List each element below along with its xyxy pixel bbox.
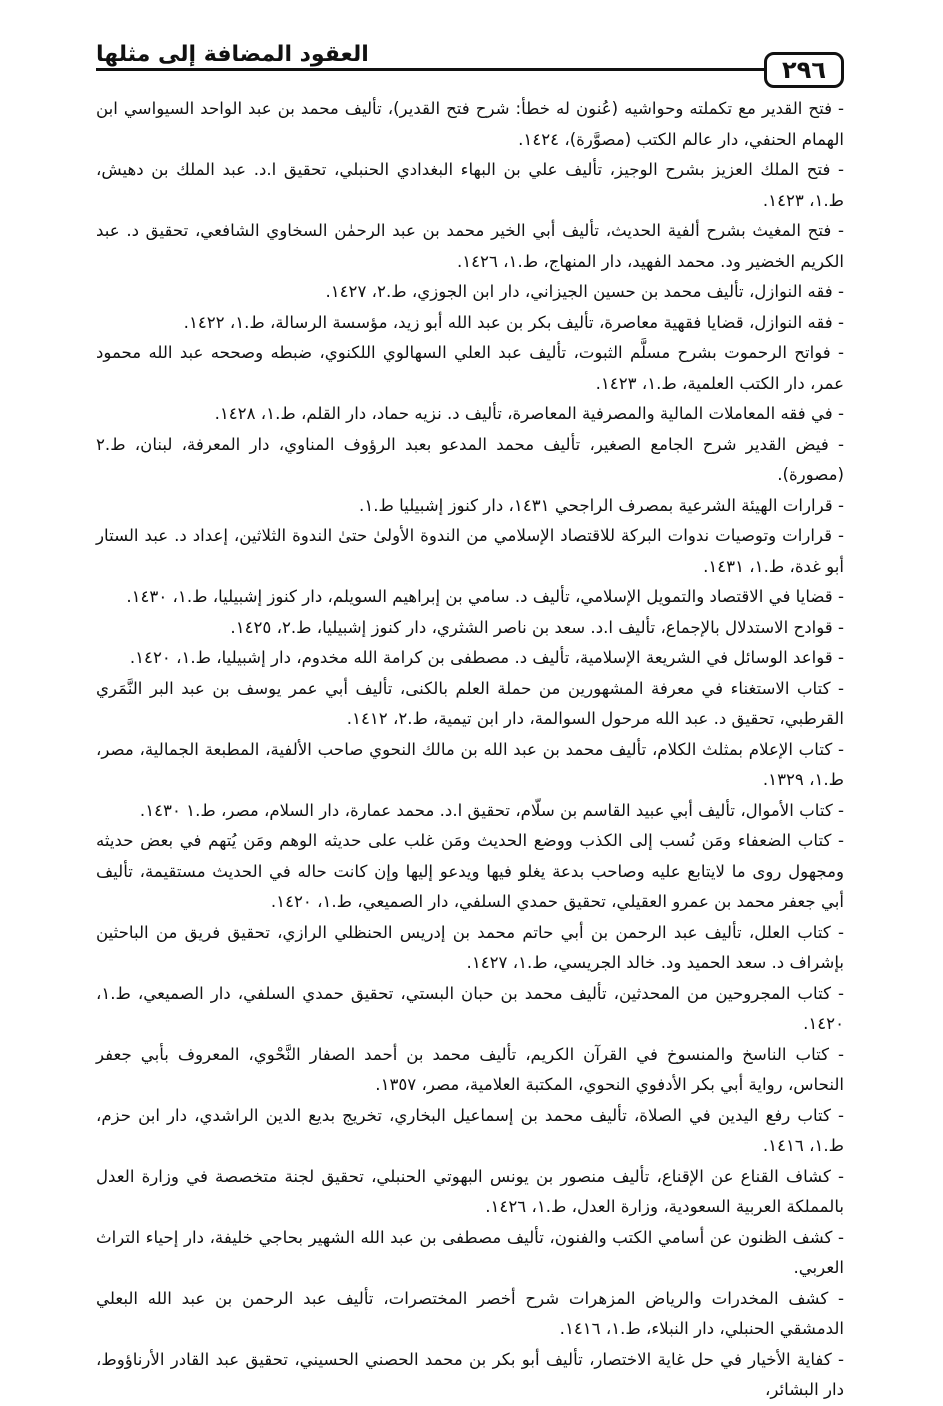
bibliography-entry: - كتاب الضعفاء ومَن نُسب إلى الكذب ووضع الحديث ومَن غلب على حديثه الوهم ومَن يُتهم في بعض حديثه ومجهول روى ما لايتابع عليه وصاحب بدعة يغلو فيها ويدعو إليها وإن كانت حاله في الحديث مستقيمة، تأليف أبي جعفر محمد بن عمرو العقيلي، تحقيق حمدي السلفي، دار الصميعي، ط.١، ١٤٢٠.: [96, 831, 844, 911]
bibliography-entry: - قواعد الوسائل في الشريعة الإسلامية، تأليف د. مصطفى بن كرامة الله مخدوم، دار إشبيليا، ط.١، ١٤٢٠.: [129, 648, 844, 667]
bibliography-entry: - كتاب الأموال، تأليف أبي عبيد القاسم بن سلّام، تحقيق ا.د. محمد عمارة، دار السلام، مصر، ط.١ ١٤٣٠.: [139, 800, 844, 820]
bibliography-entry: - قرارات الهيئة الشرعية بمصرف الراجحي ١٤٣١، دار كنوز إشبيليا ط.١.: [359, 495, 844, 515]
header-rule: [96, 68, 844, 71]
bibliography-entry: - فيض القدير شرح الجامع الصغير، تأليف محمد المدعو بعبد الرؤوف المناوي، دار المعرفة، لبنان، ط.٢ (مصورة).: [96, 434, 844, 484]
bibliography-entry: - فتح القدير مع تكملته وحواشيه (عُنون له خطأ: شرح فتح القدير)، تأليف محمد بن عبد الواحد السيواسي ابن الهمام الحنفي، دار عالم الكتب (مصوَّرة)، ١٤٢٤.: [96, 99, 844, 149]
bibliography-entry: - كشف الظنون عن أسامي الكتب والفنون، تأليف مصطفى بن عبد الله الشهير بحاجي خليفة، دار إحياء التراث العربي.: [96, 1227, 844, 1277]
bibliography-entry: - قوادح الاستدلال بالإجماع، تأليف ا.د. سعد بن ناصر الشثري، دار كنوز إشبيليا، ط.٢، ١٤٢٥.: [230, 617, 844, 637]
bibliography-entry: - كفاية الأخيار في حل غاية الاختصار، تأليف أبو بكر بن محمد الحصني الحسيني، تحقيق عبد القادر الأرناؤوط، دار البشائر،: [96, 1349, 844, 1399]
bibliography-entry: - كتاب العلل، تأليف عبد الرحمن بن أبي حاتم محمد بن إدريس الحنظلي الرازي، تحقيق فريق من الباحثين بإشراف د. سعد الحميد ود. خالد الجريسي، ط.١، ١٤٢٧.: [96, 922, 844, 972]
bibliography-entry: - كتاب الناسخ والمنسوخ في القرآن الكريم، تأليف محمد بن أحمد الصفار النَّحْوي، المعروف بأبي جعفر النحاس، رواية أبي بكر الأدفوي النحوي، المكتبة العلامية، مصر، ١٣٥٧.: [96, 1044, 844, 1094]
bibliography-entry: - قرارات وتوصيات ندوات البركة للاقتصاد الإسلامي من الندوة الأولىٰ حتىٰ الندوة الثلاثين، إعداد د. عبد الستار أبو غدة، ط.١، ١٤٣١.: [96, 526, 844, 576]
bibliography-entry: - فقه النوازل، قضايا فقهية معاصرة، تأليف بكر بن عبد الله أبو زيد، مؤسسة الرسالة، ط.١، ١٤٢٢.: [183, 312, 844, 332]
bibliography-entry: - فواتح الرحموت بشرح مسلَّم الثبوت، تأليف عبد العلي السهالوي اللكنوي، ضبطه وصححه عبد الله محمود عمر، دار الكتب العلمية، ط.١، ١٤٢٣.: [96, 343, 844, 393]
bibliography-entry: - فقه النوازل، تأليف محمد بن حسين الجيزاني، دار ابن الجوزي، ط.٢، ١٤٢٧.: [325, 282, 844, 301]
bibliography-entry: - كتاب الإعلام بمثلث الكلام، تأليف محمد بن عبد الله بن مالك النحوي صاحب الألفية، المطبعة الجمالية، مصر، ط.١، ١٣٢٩.: [96, 739, 844, 789]
bibliography-entry: - في فقه المعاملات المالية والمصرفية المعاصرة، تأليف د. نزيه حماد، دار القلم، ط.١، ١٤٢٨.: [214, 404, 844, 423]
running-title: العقود المضافة إلى مثلها: [96, 42, 375, 67]
bibliography-entry: - كشاف القناع عن الإقناع، تأليف منصور بن يونس البهوتي الحنبلي، تحقيق لجنة متخصصة في وزارة العدل بالمملكة العربية السعودية، وزارة العدل، ط.١، ١٤٢٦.: [96, 1166, 844, 1216]
bibliography-entry: - كشف المخدرات والرياض المزهرات شرح أخصر المختصرات، تأليف عبد الرحمن بن عبد الله البعلي الدمشقي الحنبلي، دار النبلاء، ط.١، ١٤١٦.: [96, 1288, 844, 1338]
page-number: ٢٩٦: [764, 52, 844, 88]
bibliography-entry: - كتاب المجروحين من المحدثين، تأليف محمد بن حبان البستي، تحقيق حمدي السلفي، دار الصميعي، ط.١، ١٤٢٠.: [96, 983, 844, 1033]
page-header: [96, 40, 844, 86]
bibliography-list: [96, 94, 844, 1406]
bibliography-entry: - كتاب رفع اليدين في الصلاة، تأليف محمد بن إسماعيل البخاري، تخريج بديع الدين الراشدي، دار ابن حزم، ط.١، ١٤١٦.: [96, 1105, 844, 1155]
bibliography-entry: - قضايا في الاقتصاد والتمويل الإسلامي، تأليف د. سامي بن إبراهيم السويلم، دار كنوز إشبيليا، ط.١، ١٤٣٠.: [126, 587, 844, 606]
bibliography-entry: - فتح الملك العزيز بشرح الوجيز، تأليف علي بن البهاء البغدادي الحنبلي، تحقيق ا.د. عبد الملك بن دهيش، ط.١، ١٤٢٣.: [96, 160, 844, 210]
bibliography-entry: - فتح المغيث بشرح ألفية الحديث، تأليف أبي الخير محمد بن عبد الرحمٰن السخاوي الشافعي، تحقيق د. عبد الكريم الخضير ود. محمد الفهيد، دار المنهاج، ط.١، ١٤٢٦.: [96, 221, 844, 271]
bibliography-entry: - كتاب الاستغناء في معرفة المشهورين من حملة العلم بالكنى، تأليف أبي عمر يوسف بن عبد البر النَّمَري القرطبي، تحقيق د. عبد الله مرحول السوالمة، دار ابن تيمية، ط.٢، ١٤١٢.: [96, 678, 844, 728]
